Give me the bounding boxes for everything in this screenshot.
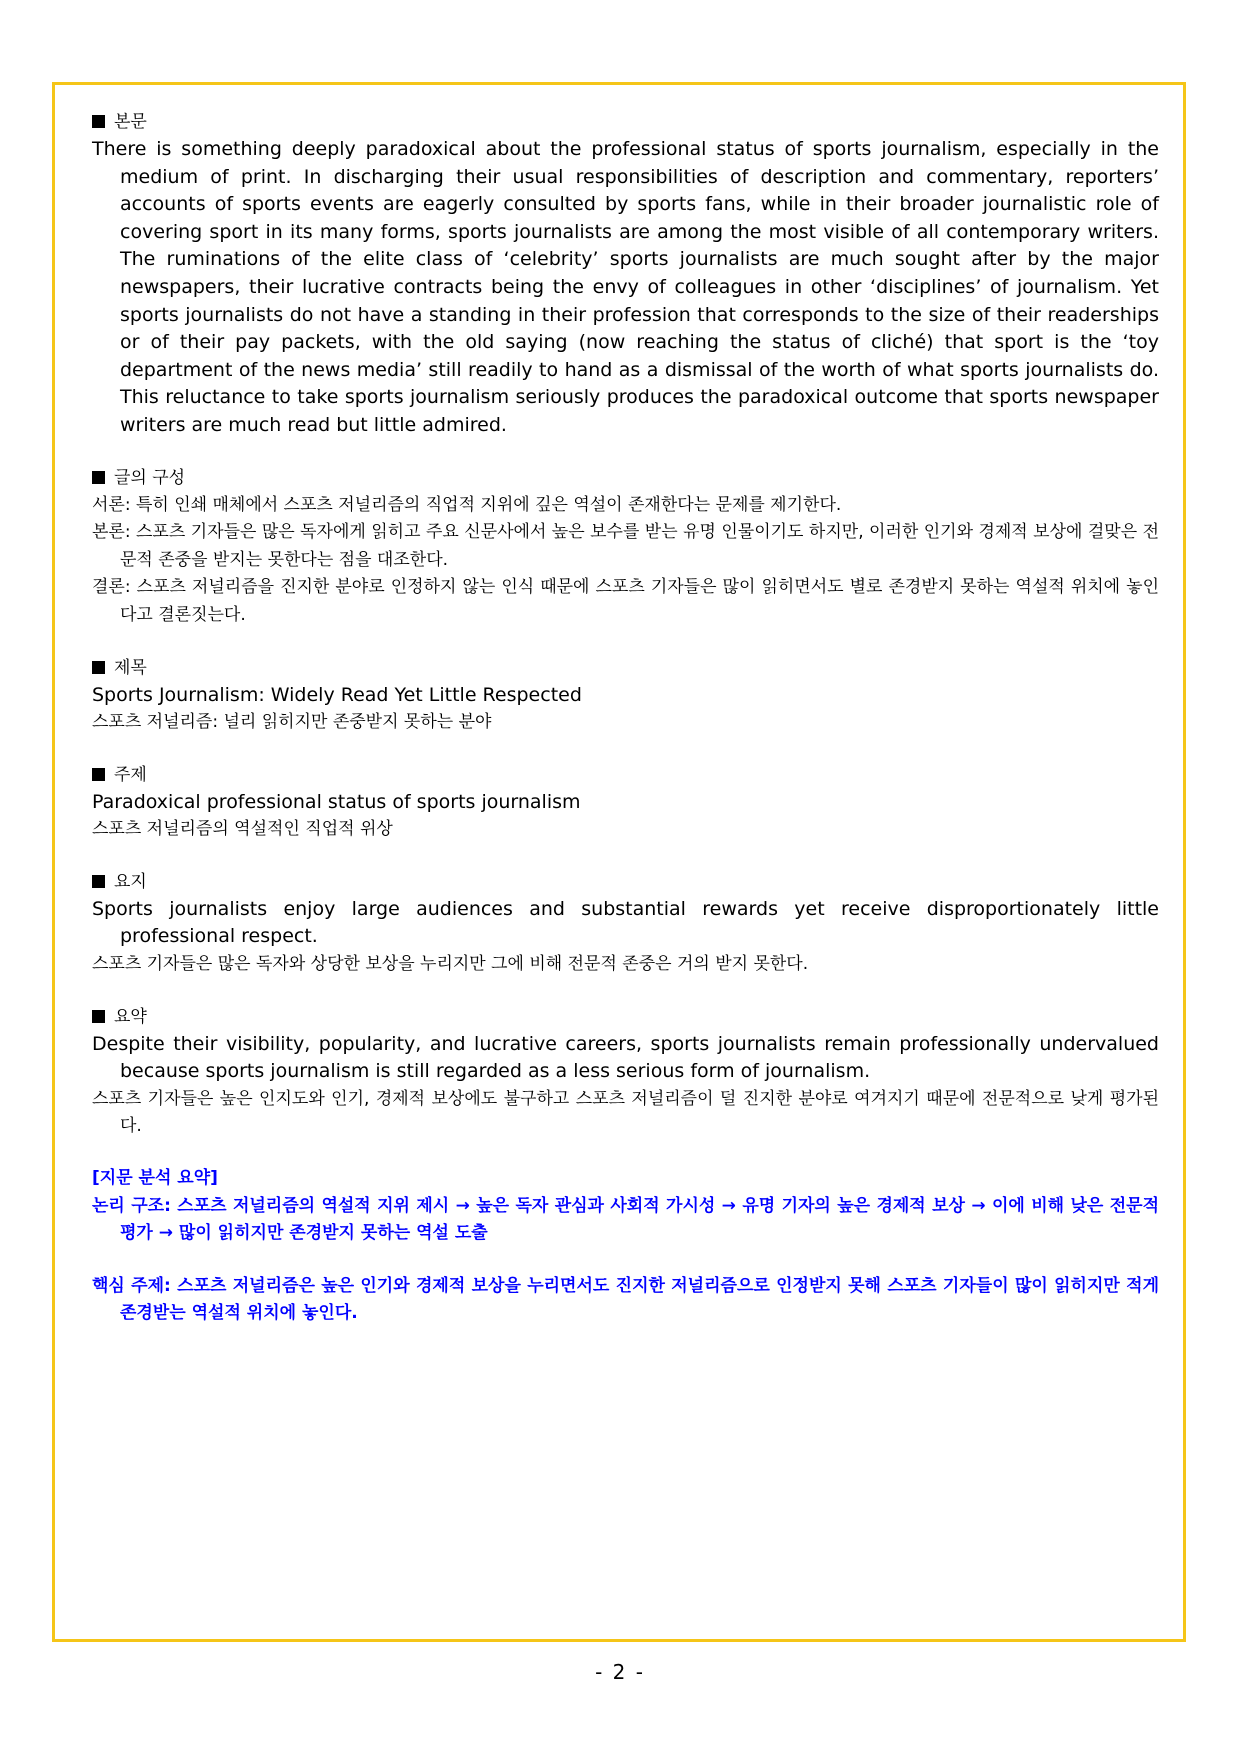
section-body bbox=[92, 108, 1159, 440]
analysis-heading: [지문 분석 요약] bbox=[92, 1168, 218, 1189]
page-content bbox=[92, 108, 1159, 1328]
square-bullet-icon bbox=[92, 1010, 105, 1023]
square-bullet-icon bbox=[92, 661, 105, 674]
body-passage: There is something deeply paradoxical about the professional status of sports journalism, especially in the medium of print. In discharging their usual responsibilities of description and commentary, reporters’ accounts of sports events are eagerly consulted by sports fans, while in their broader journalistic role of covering sport in its many forms, sports journalists are among the most visible of all contemporary writers. The ruminations of the elite class of ‘celebrity’ sports journalists are much sought after by the major newspapers, their lucrative contracts being the envy of colleagues in other ‘disciplines’ of journalism. Yet sports journalists do not have a standing in their profession that corresponds to the size of their readerships or of their pay packets, with the old saying (now reaching the status of cliché) that sport is the ‘toy department of the news media’ still readily to hand as a dismissal of the worth of what sports journalists do. This reluctance to take sports journalism seriously produces the paradoxical outcome that sports newspaper writers are much read but little admired. bbox=[92, 138, 1159, 436]
structure-main: 본론: 스포츠 기자들은 많은 독자에게 읽히고 주요 신문사에서 높은 보수를 받는 유명 인물이기도 하지만, 이러한 인기와 경제적 보상에 걸맞은 전문적 존중을 받지는 못한다는 점을 대조한다. bbox=[92, 522, 1159, 570]
section-heading-label: 요약 bbox=[114, 1006, 147, 1027]
section-heading bbox=[92, 464, 1159, 492]
summary-korean: 스포츠 기자들은 높은 인지도와 인기, 경제적 보상에도 불구하고 스포츠 저널리즘이 덜 진지한 분야로 여겨지기 때문에 전문적으로 낮게 평가된다. bbox=[92, 1088, 1159, 1137]
analysis-core-theme: 핵심 주제: 스포츠 저널리즘은 높은 인기와 경제적 보상을 누리면서도 진지한 저널리즘으로 인정받지 못해 스포츠 기자들이 많이 읽히지만 적게 존경받는 역설적 위치에 놓인다. bbox=[92, 1275, 1159, 1324]
section-title bbox=[92, 654, 1159, 737]
summary-english: Despite their visibility, popularity, and lucrative careers, sports journalists remain professionally undervalued because sports journalism is still regarded as a less serious form of journalism. bbox=[92, 1032, 1159, 1083]
square-bullet-icon bbox=[92, 768, 105, 781]
section-heading-label: 본문 bbox=[114, 112, 147, 132]
title-korean: 스포츠 저널리즘: 널리 읽히지만 존중받지 못하는 분야 bbox=[92, 712, 492, 733]
section-heading-label: 제목 bbox=[114, 657, 147, 678]
square-bullet-icon bbox=[92, 875, 105, 888]
section-gist bbox=[92, 868, 1159, 979]
structure-intro: 서론: 특히 인쇄 매체에서 스포츠 저널리즘의 직업적 지위에 깊은 역설이 존재한다는 문제를 제기한다. bbox=[92, 494, 842, 515]
square-bullet-icon bbox=[92, 115, 105, 128]
analysis-logic-structure: 논리 구조: 스포츠 저널리즘의 역설적 지위 제시 → 높은 독자 관심과 사회적 가시성 → 유명 기자의 높은 경제적 보상 → 이에 비해 낮은 전문적 평가 → 많이 읽히지만 존경받지 못하는 역설 도출 bbox=[92, 1195, 1159, 1244]
section-heading bbox=[92, 108, 1159, 136]
title-english: Sports Journalism: Widely Read Yet Little Respected bbox=[92, 683, 582, 706]
section-heading bbox=[92, 1003, 1159, 1031]
square-bullet-icon bbox=[92, 471, 105, 484]
topic-english: Paradoxical professional status of sports journalism bbox=[92, 790, 581, 813]
structure-conclusion: 결론: 스포츠 저널리즘을 진지한 분야로 인정하지 않는 인식 때문에 스포츠 기자들은 많이 읽히면서도 별로 존경받지 못하는 역설적 위치에 놓인다고 결론짓는다. bbox=[92, 577, 1159, 625]
section-heading bbox=[92, 761, 1159, 789]
topic-korean: 스포츠 저널리즘의 역설적인 직업적 위상 bbox=[92, 819, 393, 840]
analysis-summary bbox=[92, 1165, 1159, 1328]
page-number: - 2 - bbox=[595, 1660, 645, 1684]
gist-korean: 스포츠 기자들은 많은 독자와 상당한 보상을 누리지만 그에 비해 전문적 존중은 거의 받지 못한다. bbox=[92, 954, 809, 975]
section-heading-label: 요지 bbox=[114, 871, 147, 892]
section-heading-label: 주제 bbox=[114, 764, 147, 785]
section-heading-label: 글의 구성 bbox=[114, 467, 186, 488]
section-heading bbox=[92, 654, 1159, 682]
section-structure bbox=[92, 464, 1159, 630]
section-heading bbox=[92, 868, 1159, 896]
section-topic bbox=[92, 761, 1159, 844]
analysis-spacer bbox=[92, 1248, 1159, 1273]
section-summary bbox=[92, 1003, 1159, 1141]
gist-english: Sports journalists enjoy large audiences and substantial rewards yet receive disproportionately little professional respect. bbox=[92, 897, 1159, 948]
